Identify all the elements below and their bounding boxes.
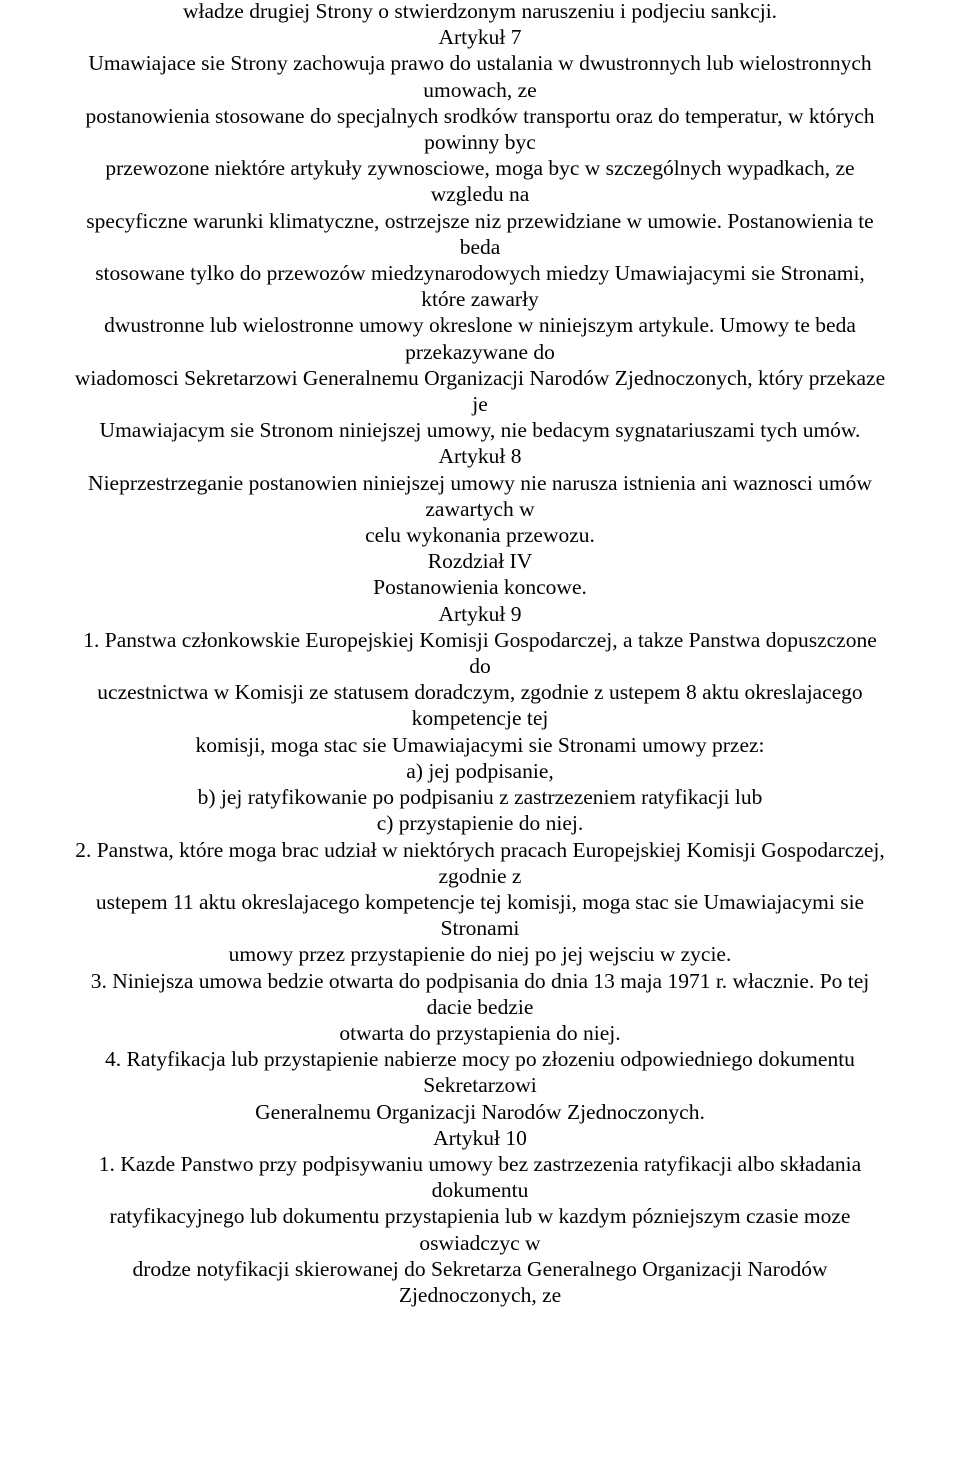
text-line: celu wykonania przewozu. bbox=[365, 523, 595, 548]
text-line: ratyfikacyjnego lub dokumentu przystapienia lub w kazdym pózniejszym czasie moze bbox=[109, 1204, 851, 1229]
text-line: wzgledu na bbox=[430, 182, 530, 207]
text-line: 4. Ratyfikacja lub przystapienie nabierze mocy po złozeniu odpowiedniego dokumentu bbox=[105, 1047, 855, 1072]
text-line: władze drugiej Strony o stwierdzonym naruszeniu i podjeciu sankcji. bbox=[182, 0, 778, 23]
text-line: które zawarły bbox=[421, 287, 539, 312]
chapter-title: Postanowienia koncowe. bbox=[373, 575, 587, 600]
article-heading: Artykuł 8 bbox=[438, 444, 522, 469]
text-line: Sekretarzowi bbox=[423, 1073, 537, 1098]
text-line: Zjednoczonych, ze bbox=[398, 1282, 562, 1307]
text-line: Stronami bbox=[440, 916, 520, 941]
text-line: oswiadczyc w bbox=[419, 1230, 541, 1255]
article-heading: Artykuł 7 bbox=[438, 25, 522, 50]
text-line: Generalnemu Organizacji Narodów Zjednoczonych. bbox=[255, 1099, 705, 1124]
text-line: otwarta do przystapienia do niej. bbox=[339, 1020, 621, 1045]
text-line: Umawiajacym sie Stronom niniejszej umowy, nie bedacym sygnatariuszami tych umów. bbox=[99, 418, 861, 443]
text-line: zawartych w bbox=[425, 496, 535, 521]
text-line: drodze notyfikacji skierowanej do Sekretarza Generalnego Organizacji Narodów bbox=[132, 1256, 828, 1281]
text-line: powinny byc bbox=[424, 130, 536, 155]
text-line: stosowane tylko do przewozów miedzynarodowych miedzy Umawiajacymi sie Stronami, bbox=[95, 261, 865, 286]
text-line: specyficzne warunki klimatyczne, ostrzejsze niz przewidziane w umowie. Postanowienia te bbox=[86, 208, 874, 233]
text-line: do bbox=[469, 654, 491, 679]
article-heading: Artykuł 9 bbox=[438, 601, 522, 626]
list-item: c) przystapienie do niej. bbox=[376, 811, 584, 836]
text-line: kompetencje tej bbox=[411, 706, 549, 731]
text-line: dwustronne lub wielostronne umowy okreslone w niniejszym artykule. Umowy te beda bbox=[104, 313, 856, 338]
text-line: umowy przez przystapienie do niej po jej wejsciu w zycie. bbox=[228, 942, 732, 967]
text-line: zgodnie z bbox=[438, 863, 522, 888]
text-line: uczestnictwa w Komisji ze statusem doradczym, zgodnie z ustepem 8 aktu okreslajacego bbox=[97, 680, 863, 705]
text-line: ustepem 11 aktu okreslajacego kompetencje tej komisji, moga stac sie Umawiajacymi sie bbox=[95, 889, 865, 914]
text-line: przekazywane do bbox=[405, 339, 555, 364]
text-line: dacie bedzie bbox=[426, 994, 534, 1019]
text-line: Umawiajace sie Strony zachowuja prawo do ustalania w dwustronnych lub wielostronnych bbox=[88, 51, 872, 76]
article-heading: Artykuł 10 bbox=[433, 1125, 527, 1150]
text-line: postanowienia stosowane do specjalnych srodków transportu oraz do temperatur, w których bbox=[85, 103, 875, 128]
text-line: dokumentu bbox=[431, 1178, 529, 1203]
text-line: je bbox=[472, 392, 488, 417]
text-line: beda bbox=[459, 234, 501, 259]
text-line: 2. Panstwa, które moga brac udział w niektórych pracach Europejskiej Komisji Gospodarczej, bbox=[75, 837, 885, 862]
text-line: przewozone niektóre artykuły zywnosciowe, moga byc w szczególnych wypadkach, ze bbox=[105, 156, 855, 181]
text-line: 1. Kazde Panstwo przy podpisywaniu umowy bez zastrzezenia ratyfikacji albo składania bbox=[98, 1151, 862, 1176]
chapter-heading: Rozdział IV bbox=[427, 549, 533, 574]
text-line: 1. Panstwa członkowskie Europejskiej Komisji Gospodarczej, a takze Panstwa dopuszczone bbox=[83, 627, 877, 652]
text-line: Nieprzestrzeganie postanowien niniejszej umowy nie narusza istnienia ani waznosci umów bbox=[88, 470, 872, 495]
list-item: b) jej ratyfikowanie po podpisaniu z zastrzezeniem ratyfikacji lub bbox=[197, 785, 763, 810]
text-line: wiadomosci Sekretarzowi Generalnemu Organizacji Narodów Zjednoczonych, który przekaze bbox=[74, 365, 886, 390]
text-line: umowach, ze bbox=[423, 77, 537, 102]
list-item: a) jej podpisanie, bbox=[406, 758, 554, 783]
text-line: 3. Niniejsza umowa bedzie otwarta do podpisania do dnia 13 maja 1971 r. włacznie. Po tej bbox=[90, 968, 870, 993]
text-line: komisji, moga stac sie Umawiajacymi sie Stronami umowy przez: bbox=[195, 732, 765, 757]
